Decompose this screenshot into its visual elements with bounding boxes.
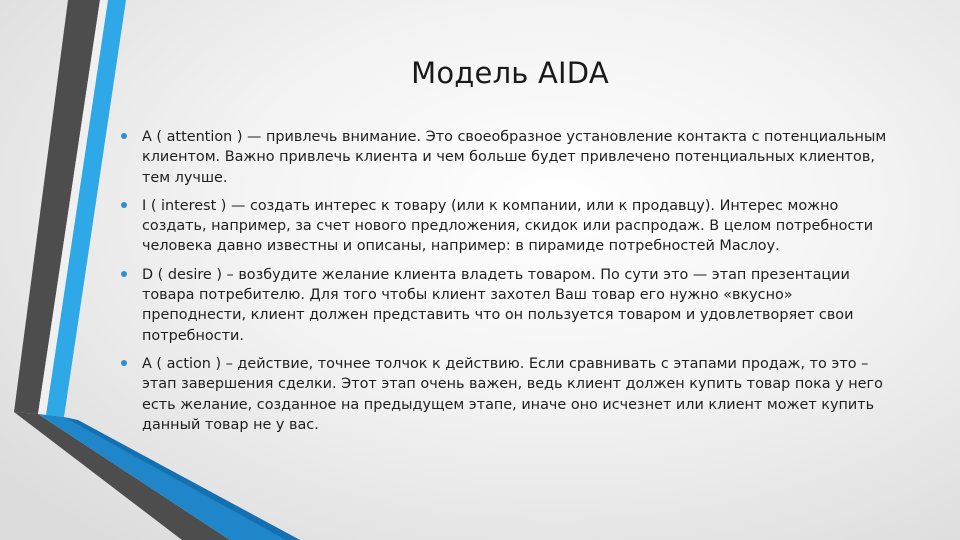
list-item xyxy=(121,354,901,435)
bullet-dot-icon xyxy=(121,133,127,139)
bullet-dot-icon xyxy=(121,202,127,208)
bullet-text: I ( interest ) — создать интерес к товару (или к компании, или к продавцу). Интерес можно создать, например, за счет нового предложения, скидок или распродаж. В целом потребности человека давно известны и описаны, например: в пирамиде потребностей Маслоу. xyxy=(142,197,874,255)
bullet-text: A ( attention ) — привлечь внимание. Это своеобразное установление контакта с потенциальным клиентом. Важно привлечь клиента и чем больше будет привлечено потенциальных клиентов, тем лучше. xyxy=(142,129,887,186)
list-item xyxy=(121,196,901,257)
bullet-text: A ( action ) – действие, точнее толчок к действию. Если сравнивать с этапами продаж, то это – этап завершения сделки. Этот этап очень важен, ведь клиент должен купить товар пока у него есть желание, созданное на предыдущем этапе, иначе оно исчезнет или клиент может купить данный товар не у вас. xyxy=(142,355,883,433)
bullet-list xyxy=(121,127,901,443)
bullet-text: D ( desire ) – возбудите желание клиента владеть товаром. По сути это — этап презентации товара потребителю. Для того чтобы клиент захотел Ваш товар его нужно «вкусно» преподнести, клиент должен представить что он пользуется товаром и удовлетворяет свои потребности. xyxy=(142,266,854,344)
bullet-dot-icon xyxy=(121,360,127,366)
bullet-dot-icon xyxy=(121,271,127,277)
slide-title: Модель AIDA xyxy=(411,56,609,90)
list-item xyxy=(121,127,901,188)
list-item xyxy=(121,265,901,346)
